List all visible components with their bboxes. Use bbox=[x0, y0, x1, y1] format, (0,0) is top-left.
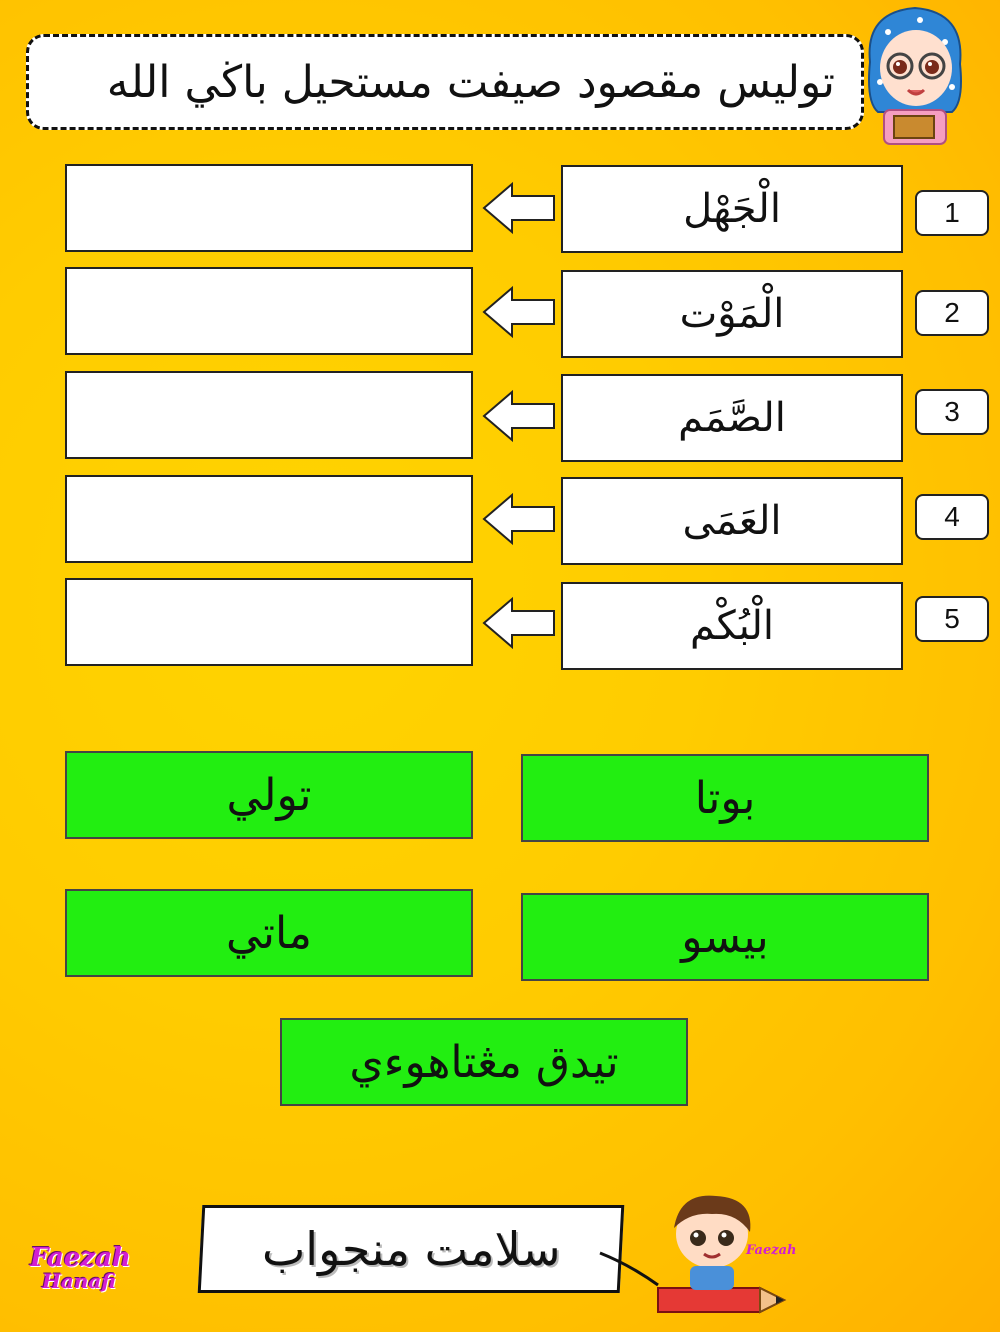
answer-drop-box-4[interactable] bbox=[65, 475, 473, 563]
left-arrow-icon bbox=[482, 180, 556, 236]
number-badge-2: 2 bbox=[915, 290, 989, 336]
number-badge-4: 4 bbox=[915, 494, 989, 540]
answer-drop-box-2[interactable] bbox=[65, 267, 473, 355]
option-tuli[interactable]: تولي bbox=[65, 751, 473, 839]
word-box-3: الصَّمَم bbox=[561, 374, 903, 462]
option-mati[interactable]: ماتي bbox=[65, 889, 473, 977]
check-answers-label: سلامت منجواب bbox=[261, 1222, 561, 1276]
answer-drop-box-1[interactable] bbox=[65, 164, 473, 252]
title-box bbox=[26, 34, 864, 130]
left-arrow-icon bbox=[482, 388, 556, 444]
word-box-4: العَمَى bbox=[561, 477, 903, 565]
option-bisu[interactable]: بيسو bbox=[521, 893, 929, 981]
svg-text:Faezah: Faezah bbox=[746, 1243, 797, 1258]
check-answers-button[interactable] bbox=[198, 1205, 625, 1293]
left-arrow-icon bbox=[482, 595, 556, 651]
number-badge-5: 5 bbox=[915, 596, 989, 642]
logo-line-1: Faezah bbox=[30, 1243, 131, 1273]
boy-pencil-mascot-image bbox=[650, 1188, 797, 1318]
left-arrow-icon bbox=[482, 284, 556, 340]
number-badge-1: 1 bbox=[915, 190, 989, 236]
word-box-1: الْجَهْل bbox=[561, 165, 903, 253]
option-tidak-mengetahui[interactable]: تيدق مڠتاهوءي bbox=[280, 1018, 688, 1106]
left-arrow-icon bbox=[482, 491, 556, 547]
girl-mascot-image bbox=[860, 2, 970, 152]
option-buta[interactable]: بوتا bbox=[521, 754, 929, 842]
word-box-2: الْمَوْت bbox=[561, 270, 903, 358]
logo-line-2: Hanafi bbox=[42, 1269, 116, 1293]
author-logo bbox=[30, 1245, 130, 1291]
word-box-5: الْبُكْم bbox=[561, 582, 903, 670]
answer-drop-box-3[interactable] bbox=[65, 371, 473, 459]
number-badge-3: 3 bbox=[915, 389, 989, 435]
instruction-title: توليس مقصود صيفت مستحيل باڬي الله bbox=[106, 56, 835, 108]
answer-drop-box-5[interactable] bbox=[65, 578, 473, 666]
